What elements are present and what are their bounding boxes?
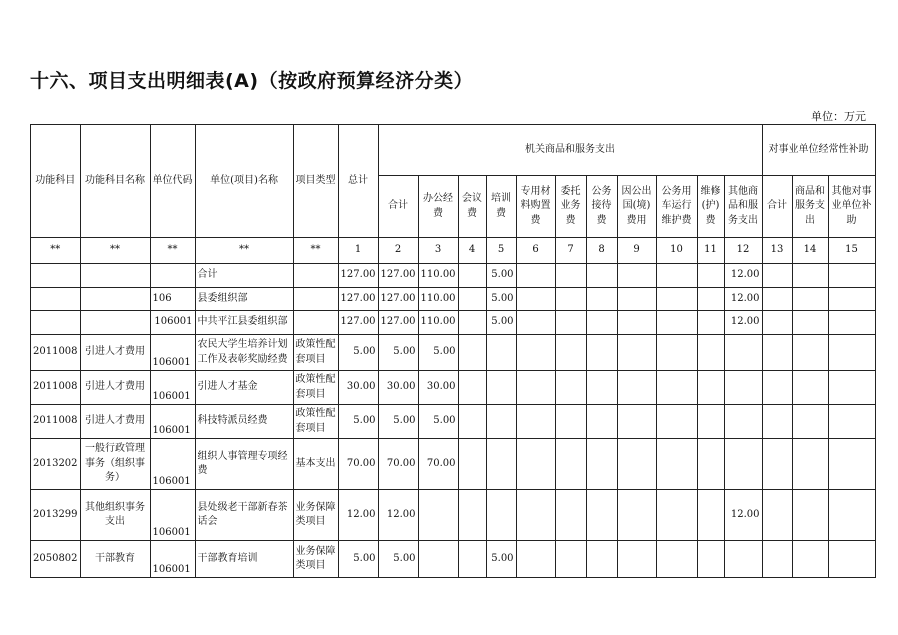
- other-cell: [724, 439, 762, 490]
- training-cell: 5.00: [486, 264, 516, 288]
- training-cell: [486, 371, 516, 405]
- index-cell: 9: [617, 238, 656, 264]
- index-cell: 6: [516, 238, 555, 264]
- unit-code-cell: 106001: [150, 490, 195, 541]
- header-abroad: 因公出国(境)费用: [617, 176, 656, 238]
- g2-other-cell: [828, 439, 875, 490]
- index-cell: 2: [378, 238, 418, 264]
- project-name-cell: 县委组织部: [195, 288, 293, 311]
- vehicle-cell: [656, 541, 697, 578]
- g1-total-cell: 5.00: [378, 541, 418, 578]
- g2-other-cell: [828, 288, 875, 311]
- office-cell: [418, 490, 458, 541]
- func-code-cell: [31, 264, 81, 288]
- total-cell: 30.00: [338, 371, 378, 405]
- g2-total-cell: [762, 288, 792, 311]
- g2-other-cell: [828, 541, 875, 578]
- index-cell: 10: [656, 238, 697, 264]
- repair-cell: [697, 490, 724, 541]
- abroad-cell: [617, 405, 656, 439]
- meeting-cell: [458, 405, 486, 439]
- project-name-cell: 科技特派员经费: [195, 405, 293, 439]
- table-row: [31, 541, 876, 578]
- header-other: 其他商品和服务支出: [724, 176, 762, 238]
- project-name-cell: 农民大学生培养计划工作及表彰奖励经费: [195, 335, 293, 371]
- repair-cell: [697, 405, 724, 439]
- index-cell: **: [150, 238, 195, 264]
- abroad-cell: [617, 439, 656, 490]
- abroad-cell: [617, 490, 656, 541]
- unit-label: 单位：万元: [811, 110, 866, 123]
- header-group-subsidy: 对事业单位经常性补助: [762, 125, 875, 176]
- unit-code-cell: 106: [150, 288, 195, 311]
- abroad-cell: [617, 371, 656, 405]
- g2-goods-cell: [792, 264, 828, 288]
- header-reception: 公务接待费: [586, 176, 617, 238]
- index-cell: 12: [724, 238, 762, 264]
- abroad-cell: [617, 335, 656, 371]
- unit-code-cell: 106001: [150, 335, 195, 371]
- commission-cell: [555, 541, 586, 578]
- materials-cell: [516, 288, 555, 311]
- materials-cell: [516, 371, 555, 405]
- reception-cell: [586, 264, 617, 288]
- training-cell: [486, 335, 516, 371]
- materials-cell: [516, 541, 555, 578]
- table-row: [31, 264, 876, 288]
- func-name-cell: 一般行政管理事务（组织事务）: [80, 439, 150, 490]
- index-cell: 8: [586, 238, 617, 264]
- abroad-cell: [617, 264, 656, 288]
- index-cell: 1: [338, 238, 378, 264]
- index-cell: 5: [486, 238, 516, 264]
- vehicle-cell: [656, 439, 697, 490]
- table-row: [31, 439, 876, 490]
- g2-goods-cell: [792, 311, 828, 335]
- table-body: [31, 264, 876, 578]
- g1-total-cell: 30.00: [378, 371, 418, 405]
- g1-total-cell: 127.00: [378, 264, 418, 288]
- page-title: 十六、项目支出明细表(A)（按政府预算经济分类）: [30, 70, 474, 92]
- project-type-cell: 政策性配套项目: [293, 335, 338, 371]
- reception-cell: [586, 439, 617, 490]
- project-type-cell: 政策性配套项目: [293, 371, 338, 405]
- func-name-cell: [80, 311, 150, 335]
- project-name-cell: 组织人事管理专项经费: [195, 439, 293, 490]
- g2-total-cell: [762, 311, 792, 335]
- reception-cell: [586, 288, 617, 311]
- project-type-cell: 基本支出: [293, 439, 338, 490]
- meeting-cell: [458, 541, 486, 578]
- materials-cell: [516, 335, 555, 371]
- project-type-cell: [293, 288, 338, 311]
- header-unit-code: 单位代码: [150, 125, 195, 238]
- header-office: 办公经费: [418, 176, 458, 238]
- project-type-cell: 政策性配套项目: [293, 405, 338, 439]
- project-type-cell: 业务保障类项目: [293, 490, 338, 541]
- vehicle-cell: [656, 335, 697, 371]
- meeting-cell: [458, 311, 486, 335]
- g1-total-cell: 70.00: [378, 439, 418, 490]
- g1-total-cell: 5.00: [378, 335, 418, 371]
- reception-cell: [586, 335, 617, 371]
- table-row: [31, 288, 876, 311]
- func-code-cell: 2013299: [31, 490, 81, 541]
- training-cell: [486, 405, 516, 439]
- unit-code-cell: 106001: [150, 405, 195, 439]
- g1-total-cell: 12.00: [378, 490, 418, 541]
- office-cell: 5.00: [418, 335, 458, 371]
- func-code-cell: [31, 288, 81, 311]
- repair-cell: [697, 311, 724, 335]
- materials-cell: [516, 439, 555, 490]
- repair-cell: [697, 335, 724, 371]
- other-cell: 12.00: [724, 288, 762, 311]
- table-row: [31, 311, 876, 335]
- g2-goods-cell: [792, 541, 828, 578]
- commission-cell: [555, 288, 586, 311]
- other-cell: 12.00: [724, 264, 762, 288]
- reception-cell: [586, 490, 617, 541]
- header-vehicle: 公务用车运行维护费: [656, 176, 697, 238]
- unit-code-cell: 106001: [150, 311, 195, 335]
- other-cell: 12.00: [724, 490, 762, 541]
- header-func-code: 功能科目: [31, 125, 81, 238]
- g2-goods-cell: [792, 490, 828, 541]
- g1-total-cell: 5.00: [378, 405, 418, 439]
- vehicle-cell: [656, 288, 697, 311]
- vehicle-cell: [656, 405, 697, 439]
- materials-cell: [516, 311, 555, 335]
- unit-code-cell: 106001: [150, 371, 195, 405]
- g2-goods-cell: [792, 439, 828, 490]
- header-func-name: 功能科目名称: [80, 125, 150, 238]
- vehicle-cell: [656, 264, 697, 288]
- training-cell: [486, 439, 516, 490]
- func-code-cell: 2050802: [31, 541, 81, 578]
- abroad-cell: [617, 541, 656, 578]
- header-total: 总计: [338, 125, 378, 238]
- expenditure-table: [30, 124, 876, 578]
- materials-cell: [516, 405, 555, 439]
- index-cell: **: [195, 238, 293, 264]
- g2-goods-cell: [792, 371, 828, 405]
- training-cell: [486, 490, 516, 541]
- commission-cell: [555, 371, 586, 405]
- meeting-cell: [458, 439, 486, 490]
- total-cell: 127.00: [338, 288, 378, 311]
- header-meeting: 会议费: [458, 176, 486, 238]
- index-cell: 4: [458, 238, 486, 264]
- project-name-cell: 干部教育培训: [195, 541, 293, 578]
- header-g2-other: 其他对事业单位补助: [828, 176, 875, 238]
- office-cell: 70.00: [418, 439, 458, 490]
- func-name-cell: 其他组织事务支出: [80, 490, 150, 541]
- meeting-cell: [458, 288, 486, 311]
- commission-cell: [555, 335, 586, 371]
- office-cell: 110.00: [418, 264, 458, 288]
- project-type-cell: [293, 264, 338, 288]
- g2-other-cell: [828, 264, 875, 288]
- meeting-cell: [458, 490, 486, 541]
- func-name-cell: 引进人才费用: [80, 371, 150, 405]
- func-code-cell: 2011008: [31, 371, 81, 405]
- index-cell: 11: [697, 238, 724, 264]
- index-cell: **: [80, 238, 150, 264]
- project-name-cell: 合计: [195, 264, 293, 288]
- unit-code-cell: 106001: [150, 541, 195, 578]
- g2-total-cell: [762, 490, 792, 541]
- abroad-cell: [617, 288, 656, 311]
- vehicle-cell: [656, 311, 697, 335]
- table-row: [31, 371, 876, 405]
- reception-cell: [586, 405, 617, 439]
- func-code-cell: 2011008: [31, 405, 81, 439]
- vehicle-cell: [656, 371, 697, 405]
- header-project-type: 项目类型: [293, 125, 338, 238]
- g2-total-cell: [762, 541, 792, 578]
- g1-total-cell: 127.00: [378, 311, 418, 335]
- meeting-cell: [458, 335, 486, 371]
- g2-other-cell: [828, 405, 875, 439]
- index-cell: **: [293, 238, 338, 264]
- reception-cell: [586, 311, 617, 335]
- unit-code-cell: [150, 264, 195, 288]
- g2-goods-cell: [792, 405, 828, 439]
- func-name-cell: [80, 264, 150, 288]
- reception-cell: [586, 541, 617, 578]
- index-cell: 14: [792, 238, 828, 264]
- func-name-cell: [80, 288, 150, 311]
- other-cell: [724, 405, 762, 439]
- func-name-cell: 引进人才费用: [80, 335, 150, 371]
- header-group-goods-services: 机关商品和服务支出: [378, 125, 762, 176]
- vehicle-cell: [656, 490, 697, 541]
- commission-cell: [555, 311, 586, 335]
- total-cell: 12.00: [338, 490, 378, 541]
- materials-cell: [516, 264, 555, 288]
- project-type-cell: 业务保障类项目: [293, 541, 338, 578]
- total-cell: 70.00: [338, 439, 378, 490]
- total-cell: 127.00: [338, 311, 378, 335]
- table-header: [31, 125, 876, 264]
- g2-total-cell: [762, 439, 792, 490]
- index-cell: 7: [555, 238, 586, 264]
- g2-total-cell: [762, 405, 792, 439]
- commission-cell: [555, 490, 586, 541]
- func-name-cell: 干部教育: [80, 541, 150, 578]
- index-cell: 15: [828, 238, 875, 264]
- g2-other-cell: [828, 311, 875, 335]
- table-row: [31, 490, 876, 541]
- g2-goods-cell: [792, 288, 828, 311]
- office-cell: 110.00: [418, 288, 458, 311]
- repair-cell: [697, 371, 724, 405]
- commission-cell: [555, 405, 586, 439]
- table-row: [31, 405, 876, 439]
- materials-cell: [516, 490, 555, 541]
- index-cell: 13: [762, 238, 792, 264]
- total-cell: 5.00: [338, 335, 378, 371]
- g2-other-cell: [828, 335, 875, 371]
- commission-cell: [555, 264, 586, 288]
- meeting-cell: [458, 371, 486, 405]
- header-training: 培训费: [486, 176, 516, 238]
- training-cell: 5.00: [486, 541, 516, 578]
- func-name-cell: 引进人才费用: [80, 405, 150, 439]
- abroad-cell: [617, 311, 656, 335]
- header-g2-goods: 商品和服务支出: [792, 176, 828, 238]
- project-name-cell: 县处级老干部新春茶话会: [195, 490, 293, 541]
- unit-code-cell: 106001: [150, 439, 195, 490]
- total-cell: 5.00: [338, 405, 378, 439]
- g2-other-cell: [828, 490, 875, 541]
- other-cell: [724, 541, 762, 578]
- header-g2-total: 合计: [762, 176, 792, 238]
- header-repair: 维修(护)费: [697, 176, 724, 238]
- repair-cell: [697, 439, 724, 490]
- office-cell: 30.00: [418, 371, 458, 405]
- g2-total-cell: [762, 264, 792, 288]
- g2-other-cell: [828, 371, 875, 405]
- header-g1-total: 合计: [378, 176, 418, 238]
- other-cell: [724, 371, 762, 405]
- project-name-cell: 引进人才基金: [195, 371, 293, 405]
- total-cell: 5.00: [338, 541, 378, 578]
- commission-cell: [555, 439, 586, 490]
- header-materials: 专用材料购置费: [516, 176, 555, 238]
- office-cell: [418, 541, 458, 578]
- reception-cell: [586, 371, 617, 405]
- index-cell: **: [31, 238, 81, 264]
- header-project-name: 单位(项目)名称: [195, 125, 293, 238]
- office-cell: 110.00: [418, 311, 458, 335]
- total-cell: 127.00: [338, 264, 378, 288]
- repair-cell: [697, 541, 724, 578]
- func-code-cell: 2011008: [31, 335, 81, 371]
- table-row: [31, 335, 876, 371]
- repair-cell: [697, 264, 724, 288]
- other-cell: 12.00: [724, 311, 762, 335]
- office-cell: 5.00: [418, 405, 458, 439]
- index-row: [31, 238, 876, 264]
- training-cell: 5.00: [486, 288, 516, 311]
- func-code-cell: [31, 311, 81, 335]
- g2-total-cell: [762, 371, 792, 405]
- repair-cell: [697, 288, 724, 311]
- other-cell: [724, 335, 762, 371]
- training-cell: 5.00: [486, 311, 516, 335]
- func-code-cell: 2013202: [31, 439, 81, 490]
- index-cell: 3: [418, 238, 458, 264]
- project-name-cell: 中共平江县委组织部: [195, 311, 293, 335]
- project-type-cell: [293, 311, 338, 335]
- g2-goods-cell: [792, 335, 828, 371]
- header-commission: 委托业务费: [555, 176, 586, 238]
- g2-total-cell: [762, 335, 792, 371]
- g1-total-cell: 127.00: [378, 288, 418, 311]
- meeting-cell: [458, 264, 486, 288]
